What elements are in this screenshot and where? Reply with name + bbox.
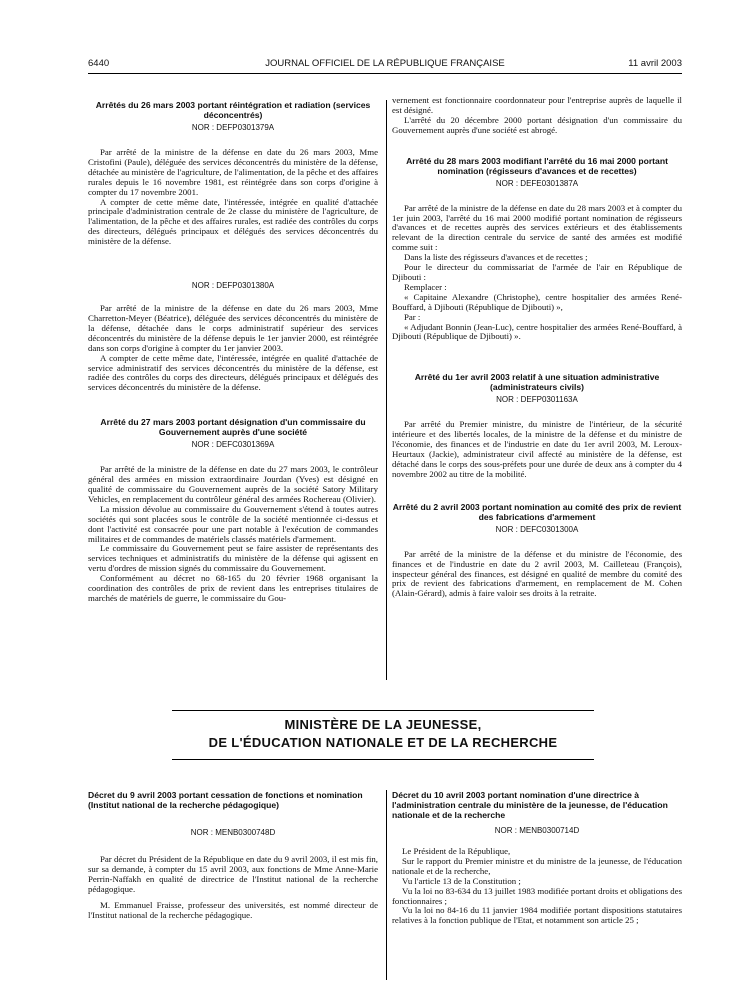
left-column <box>88 100 378 604</box>
paragraph: Par arrêté de la ministre de la défense en date du 27 mars 2003, le contrôleur général des armées en mission extraordinaire Jourdan (Yves) est désigné en qualité de commissaire du Gouvernement auprès de la société Satory Military Vehicles, en remplacement du contrôleur général des armées Rocherеau (Olivier). <box>88 464 378 504</box>
paragraph: A compter de cette même date, l'intéressée, intégrée en qualité d'attachée principale d'administration centrale de 2e classe du ministère de l'agriculture, de l'alimentation, de la pêche et des affaires rurales, est radiée des contrôles du corps des directeurs, délégués principaux et délégués des services déconcentrés du ministère de la défense. <box>88 196 378 247</box>
paragraph: Vu la loi no 84-16 du 11 janvier 1984 modifiée portant dispositions statutaires relatives à la fonction publique de l'Etat, et notamment son article 25 ; <box>392 905 682 926</box>
column-divider <box>386 100 387 680</box>
column-divider <box>386 790 387 980</box>
arrete-title: Arrêté du 1er avril 2003 relatif à une situation administrative (administrateurs civils) <box>414 372 660 393</box>
nor-reference: NOR : DEFE0301387A <box>495 178 579 188</box>
arrete-title: Arrêtés du 26 mars 2003 portant réintégration et radiation (services déconcentrés) <box>95 100 371 120</box>
bottom-right-column <box>392 790 682 926</box>
nor-reference: NOR : DEFC0301300A <box>495 524 579 534</box>
nor-reference: NOR : MENB0300714D <box>494 826 580 835</box>
nor-reference: NOR : DEFP0301380A <box>191 281 275 291</box>
paragraph: L'arrêté du 20 décembre 2000 portant désignation d'un commissaire du Gouvernement auprès d'une société est abrogé. <box>392 114 682 135</box>
decret-title: Décret du 9 avril 2003 portant cessation de fonctions et nomination (Institut national de la recherche pédagogique) <box>88 790 363 810</box>
paragraph: Dans la liste des régisseurs d'avances et de recettes ; <box>404 252 588 263</box>
paragraph: Par arrêté de la ministre de la défense en date du 26 mars 2003, Mme Charretton-Meyer (Béatrice), déléguée des services déconcentrés du ministère de la défense, détachée dans le corps administratif supérieur des services déconcentrés du ministère de la défense depuis le 1er janvier 2000, est réintégrée dans son corps d'origine à compter du 1er janvier 2003. <box>88 303 378 353</box>
nor-reference: NOR : MENB0300748D <box>190 828 276 837</box>
decret-title: Décret du 10 avril 2003 portant nomination d'une directrice à l'administration centrale du ministère de la jeunesse, de l'éducation nationale et de la recherche <box>392 790 668 820</box>
arrete-title: Arrêté du 2 avril 2003 portant nomination au comité des prix de revient des fabrications d'armement <box>392 501 682 522</box>
nor-reference: NOR : DEFP0301163A <box>496 395 578 405</box>
paragraph: Par arrêté de la ministre de la défense et du ministre de l'économie, des finances et de l'industrie en date du 2 avril 2003, M. Cailleteau (François), inspecteur général des finances, est désigné en qualité de membre du comité des prix de revient des fabrications d'armement, en remplacement de M. Cohen (Alain-Gérard), admis à faire valoir ses droits à la retraite. <box>392 548 682 599</box>
arrete-title: Arrêté du 28 mars 2003 modifiant l'arrêté du 16 mai 2000 portant nomination (régisseurs d'avances et de recettes) <box>406 155 668 176</box>
paragraph: Vu l'article 13 de la Constitution ; <box>402 875 521 886</box>
paragraph: Par arrêté de la ministre de la défense en date du 28 mars 2003 et à compter du 1er juin 2003, l'arrêté du 16 mai 2000 modifié portant nomination de régisseurs d'avances et de recettes auprès des services extérieurs et des établissements relevant de la direction centrale du service de santé des armées est modifié comme suit : <box>392 202 682 253</box>
paragraph: Par arrêté du Premier ministre, du ministre de l'intérieur, de la sécurité intérieure et des libertés locales, de la ministre de la défense et du ministre de l'économie, des finances et de l'industrie en date du 1er avril 2003, M. Leroux-Heurtaux (Jackie), administrateur civil affecté au ministère de la défense, est détaché dans le corps des sous-préfets pour une durée de deux ans à compter du 4 novembre 2002 au titre de la mobilité. <box>392 419 682 479</box>
paragraph: A compter de cette même date, l'intéressée, intégrée en qualité d'attachée de service administratif des services déconcentrés du ministère de la défense, est radiée des contrôles du corps des directeurs, délégués principaux et délégués des services déconcentrés du ministère de la défense. <box>88 352 378 393</box>
nor-reference: NOR : DEFP0301379A <box>191 123 275 132</box>
paragraph: Remplacer : <box>404 281 447 292</box>
paragraph: Le commissaire du Gouvernement peut se faire assister de représentants des services techniques et administratifs du ministère de la défense qui agissent en vertu d'ordres de mission signés du commissaire du Gouvernement. <box>88 543 378 574</box>
ministry-heading-line: DE L'ÉDUCATION NATIONALE ET DE LA RECHERCHE <box>208 735 558 750</box>
paragraph: « Adjudant Bonnin (Jean-Luc), centre hospitalier des armées René-Bouffard, à Djibouti (République de Djibouti) ». <box>392 321 682 342</box>
paragraph: Par décret du Président de la République en date du 9 avril 2003, il est mis fin, sur sa demande, à compter du 15 avril 2003, aux fonctions de Mme Anne-Marie Perrin-Naffakh en qualité de directrice de l'Institut national de la recherche pédagogique. <box>88 854 378 894</box>
paragraph: Par arrêté de la ministre de la défense en date du 26 mars 2003, Mme Cristofini (Paule), déléguée des services déconcentrés du ministère de la défense, détachée au ministère de l'agriculture, de l'alimentation, de la pêche et des affaires rurales depuis le 16 novembre 1981, est réintégrée dans son corps d'origine à compter du 17 novembre 2001. <box>88 147 378 197</box>
paragraph: Le Président de la République, <box>402 846 511 856</box>
paragraph: vernement est fonctionnaire coordonnateur pour l'entreprise auprès de laquelle il est désigné. <box>392 95 682 115</box>
right-column <box>392 96 682 599</box>
paragraph: Par : <box>404 311 421 322</box>
ministry-heading <box>172 710 594 760</box>
paragraph: La mission dévolue au commissaire du Gouvernement s'étend à toutes autres sociétés qui sont placées sous le contrôle de la société mentionnée ci-dessus et dont l'activité est consacrée pour une part notable à l'exécution de commandes militaires et de commandes de matériels classés matériels d'armement. <box>88 503 378 544</box>
ministry-heading-line: MINISTÈRE DE LA JEUNESSE, <box>284 717 482 732</box>
page-number: 6440 <box>88 58 110 69</box>
paragraph: « Capitaine Alexandre (Christophe), centre hospitalier des armées René-Bouffard, à Djibouti (République de Djibouti) », <box>392 291 682 312</box>
page-header <box>88 57 682 74</box>
arrete-title: Arrêté du 27 mars 2003 portant désignation d'un commissaire du Gouvernement auprès d'une société <box>100 417 366 438</box>
journal-title: JOURNAL OFFICIEL DE LA RÉPUBLIQUE FRANÇAISE <box>265 58 505 69</box>
paragraph: Sur le rapport du Premier ministre et du ministre de la jeunesse, de l'éducation nationale et de la recherche, <box>392 855 682 876</box>
paragraph: Pour le directeur du commissariat de l'armée de l'air en République de Djibouti : <box>392 262 682 282</box>
paragraph: Vu la loi no 83-634 du 13 juillet 1983 modifiée portant droits et obligations des fonctionnaires ; <box>392 885 682 906</box>
paragraph: M. Emmanuel Fraisse, professeur des universités, est nommé directeur de l'Institut national de la recherche pédagogique. <box>88 899 378 920</box>
paragraph: Conformément au décret no 68-165 du 20 février 1968 organisant la coordination des contrôles de prix de revient dans les entreprises titulaires de marchés de matériels de guerre, le commissaire du Gou- <box>88 573 378 603</box>
nor-reference: NOR : DEFC0301369A <box>191 440 275 450</box>
issue-date: 11 avril 2003 <box>628 58 682 69</box>
bottom-left-column <box>88 790 378 920</box>
